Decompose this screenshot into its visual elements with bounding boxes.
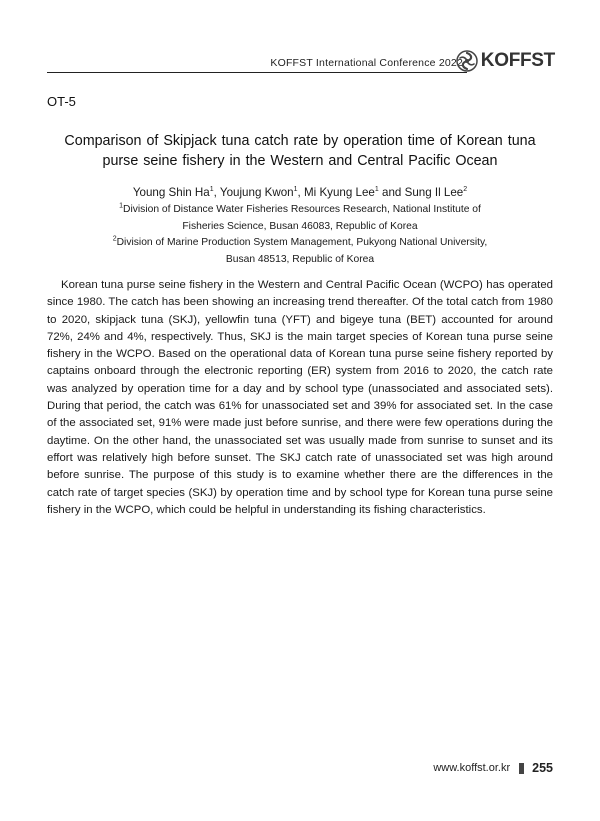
affiliation-line [47, 235, 553, 252]
author-affil-mark: 1 [374, 186, 379, 194]
affil-mark: 1 [119, 202, 124, 210]
footer-url: www.koffst.or.kr [433, 762, 511, 774]
abstract-body: Korean tuna purse seine fishery in the Western and Central Pacific Ocean (WCPO) has operated since 1980. The catch has been showing an increasing trend thereafter. Of the total catch from 1980 to 2020, skipjack tuna (SKJ), yellowfin tuna (YFT) and bigeye tuna (BET) accounted for around 72%, 24% and 4%, respectively. Thus, SKJ is the main target species of Korean tuna purse seine fishery in the WCPO. Based on the operational data of Korean tuna purse seine fishery reported by captains onboard through the electronic reporting (ER) system from 2016 to 2020, the catch rate was analyzed by operation time for a day and by school type (unassociated and associated sets). During that period, the catch was 61% for unassociated set and 39% for associated set. In the case of the associated set, 91% were made just before sunrise, and there were few operations during the daytime. On the other hand, the unassociated set was usually made from sunrise to sunset and its effort was relatively high before sunset. The SKJ catch rate of unassociated set was high around before sunrise. The purpose of this study is to examine whether there are the differences in the catch rate of target species (SKJ) by operation time and by school type for Korean tuna purse seine fishery in the WCPO, which could be helpful in understanding its fishing characteristics. [47, 279, 553, 516]
affiliation-text: Busan 48513, Republic of Korea [225, 253, 375, 265]
koffst-swirl-logo-icon [456, 50, 478, 72]
conference-name: KOFFST International Conference 2022 [270, 57, 463, 69]
author-name: Young Shin Ha [132, 186, 210, 199]
author-list [47, 184, 553, 202]
author-name: Mi Kyung Lee [303, 186, 375, 199]
koffst-logo [456, 48, 555, 74]
author-affil-mark: 2 [463, 186, 468, 194]
affiliation-list [47, 202, 553, 268]
affiliation-text: Division of Distance Water Fisheries Resources Research, National Institute of [123, 204, 481, 215]
affil-mark: 2 [112, 235, 117, 243]
logo-wordmark: KOFFST [480, 50, 555, 71]
page-footer [433, 761, 553, 775]
author-affil-mark: 1 [293, 186, 298, 194]
affiliation-line [47, 202, 553, 219]
paper-title: Comparison of Skipjack tuna catch rate by operation time of Korean tuna purse seine fishery in the Western and Central Pacific Ocean [64, 133, 536, 169]
author-separator: and [378, 186, 405, 199]
author-name: Youjung Kwon [219, 186, 294, 199]
affiliation-text: Division of Marine Production System Management, Pukyong National University, [116, 237, 488, 248]
author-separator: , [297, 186, 304, 199]
author-affil-mark: 1 [209, 186, 214, 194]
author-separator: , [213, 186, 220, 199]
page-number: 255 [532, 761, 553, 775]
author-name: Sung Il Lee [404, 186, 464, 199]
page-header [47, 44, 555, 74]
header-divider [47, 72, 467, 73]
affiliation-text: Fisheries Science, Busan 46083, Republic of Korea [182, 220, 418, 232]
abstract-code: OT-5 [47, 94, 76, 109]
footer-divider [519, 763, 524, 774]
